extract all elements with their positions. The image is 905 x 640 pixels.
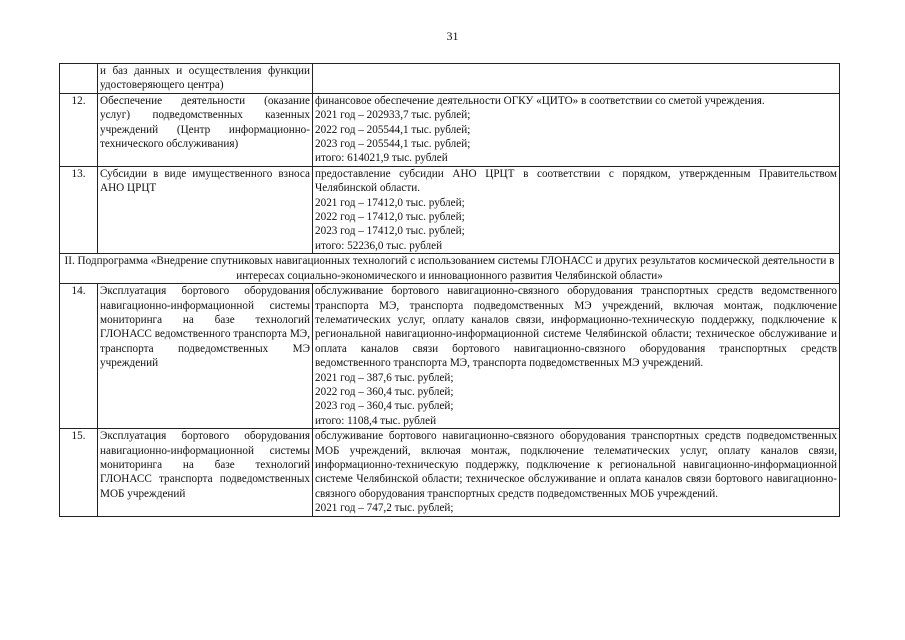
funding-line: 2023 год – 205544,1 тыс. рублей; <box>315 138 471 151</box>
measure-name: Субсидии в виде имущественного взноса АНО ЦРЦТ <box>98 166 313 253</box>
measure-description <box>313 64 840 94</box>
description-text: обслуживание бортового навигационно-связного оборудования транспортных средств ведомственного транспорта МЭ, транспорта подведомственных МЭ учреждений, включая монтаж, подключение телематических услуг, оплату каналов связи, информационно-техническую поддержку, подключение к региональной навигационно-информационной системе Челябинской области; техническое обслуживание и оплата каналов связи бортового навигационно-связного оборудования транспортных средств ведомственного транспорта МЭ, транспорта подведомственных МЭ учреждений. <box>315 285 837 370</box>
measure-description <box>313 284 840 429</box>
table-row <box>60 429 840 516</box>
page-number: 31 <box>446 29 459 43</box>
funding-total: итого: 1108,4 тыс. рублей <box>315 414 437 427</box>
funding-line: 2021 год – 747,2 тыс. рублей; <box>315 502 454 515</box>
funding-line: 2023 год – 360,4 тыс. рублей; <box>315 400 454 413</box>
table-row <box>60 64 840 94</box>
measure-description <box>313 93 840 166</box>
measures-table <box>59 63 840 517</box>
table-row <box>60 93 840 166</box>
row-number: 14. <box>60 284 98 429</box>
row-number: 15. <box>60 429 98 516</box>
row-number: 13. <box>60 166 98 253</box>
row-number: 12. <box>60 93 98 166</box>
subprogram-heading: II. Подпрограмма «Внедрение спутниковых навигационных технологий с использованием системы ГЛОНАСС и других результатов космической деятельности в интересах социально-экономического и инновационного развития Челябинской области» <box>60 254 840 284</box>
description-text: обслуживание бортового навигационно-связного оборудования транспортных средств подведомственных МОБ учреждений, включая монтаж, подключение телематических услуг, оплату каналов связи, информационно-техническую поддержку, подключение к региональной навигационно-информационной системе Челябинской области; техническое обслуживание и оплата каналов связи бортового навигационно-связного оборудования транспортных средств подведомственных МОБ учреждений. <box>315 430 837 500</box>
funding-line: 2022 год – 17412,0 тыс. рублей; <box>315 211 465 224</box>
table-row <box>60 284 840 429</box>
measure-name: Эксплуатация бортового оборудования навигационно-информационной системы мониторинга на базе технологий ГЛОНАСС транспорта подведомственных МОБ учреждений <box>98 429 313 516</box>
funding-line: 2021 год – 17412,0 тыс. рублей; <box>315 196 465 209</box>
funding-total: итого: 614021,9 тыс. рублей <box>315 152 448 165</box>
funding-line: 2022 год – 360,4 тыс. рублей; <box>315 385 454 398</box>
description-text: финансовое обеспечение деятельности ОГКУ «ЦИТО» в соответствии со сметой учреждения. <box>315 94 765 107</box>
table-row <box>60 166 840 253</box>
measure-description <box>313 166 840 253</box>
section-row <box>60 254 840 284</box>
row-number <box>60 64 98 94</box>
measure-description <box>313 429 840 516</box>
funding-line: 2022 год – 205544,1 тыс. рублей; <box>315 123 471 136</box>
description-text: предоставление субсидии АНО ЦРЦТ в соответствии с порядком, утвержденным Правительством Челябинской области. <box>315 167 837 195</box>
funding-line: 2021 год – 202933,7 тыс. рублей; <box>315 109 471 122</box>
measure-name: Обеспечение деятельности (оказание услуг) подведомственных казенных учреждений (Центр информационно-технического обслуживания) <box>98 93 313 166</box>
funding-line: 2021 год – 387,6 тыс. рублей; <box>315 371 454 384</box>
funding-total: итого: 52236,0 тыс. рублей <box>315 239 443 252</box>
measure-name: и баз данных и осуществления функции удостоверяющего центра) <box>98 64 313 94</box>
funding-line: 2023 год – 17412,0 тыс. рублей; <box>315 225 465 238</box>
measure-name: Эксплуатация бортового оборудования навигационно-информационной системы мониторинга на базе технологий ГЛОНАСС ведомственного транспорта МЭ, транспорта подведомственных МЭ учреждений <box>98 284 313 429</box>
